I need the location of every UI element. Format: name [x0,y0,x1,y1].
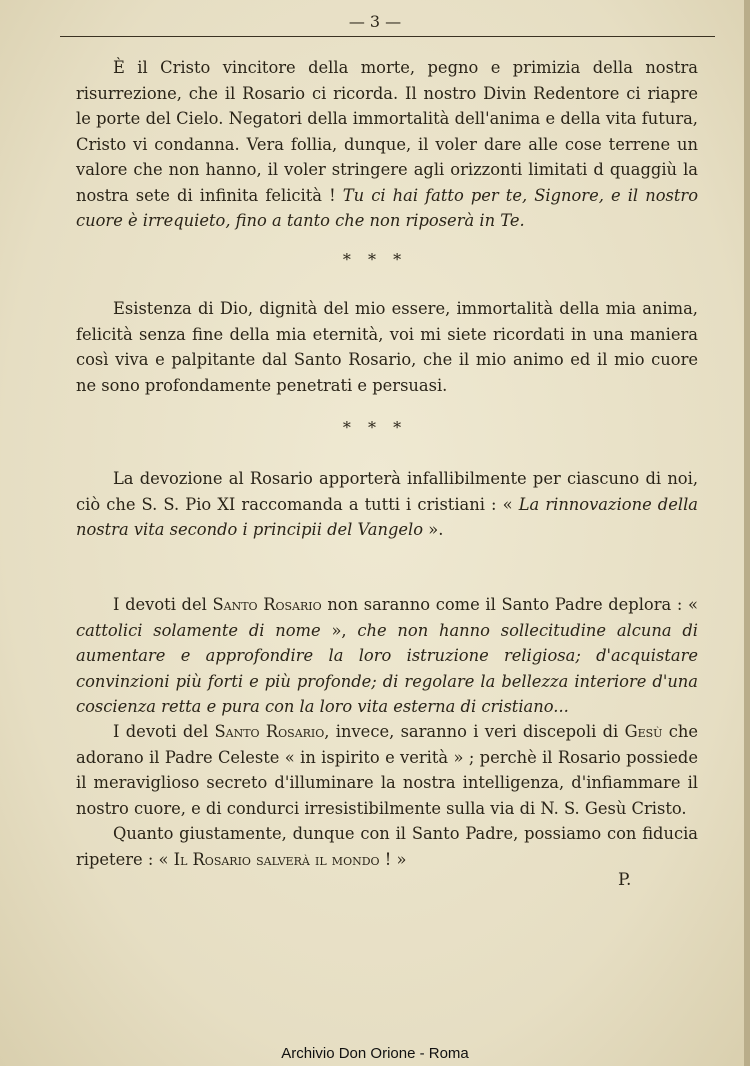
para6-text: Quanto giustamente, dunque con il Santo Padre, possiamo con fiducia ripetere : « [76,824,698,869]
para3-text: La devozione al Rosario apporterà infallibilmente per ciascuno di noi, ciò che S. S. Pio XI raccomanda a tutti i cristiani : « [76,469,698,514]
para1-line4: Vera follia, dunque, il voler dare alle cose terrene un valore che non hanno, [76,134,698,179]
archive-footer: Archivio Don Orione - Roma [281,1045,469,1062]
para1-line3: Negatori della immortalità dell'anima e della vita futura, Cristo vi condanna. [76,109,698,154]
para4-rosary: Santo Rosario [212,595,322,614]
paragraph-4 [76,592,698,720]
paragraph-6 [76,821,698,872]
paragraph-1 [76,55,698,234]
para1-line1: È il Cristo vincitore della morte, pegno e primizia della nostra risurrezione, [76,58,698,103]
para1-line5: il voler stringere agli orizzonti limitati d quaggiù la nostra sete di infinita felicità ! [76,160,698,205]
para5-pre: I devoti del [113,722,209,741]
para5-jesus: Gesù [624,722,663,741]
para6-slogan: Il Rosario salverà il mondo ! [173,849,392,869]
para3-close: ». [428,520,444,539]
para4-quote: cattolici solamente di nome [76,620,321,640]
signature: P. [618,870,632,890]
separator-1: * * * [342,250,408,269]
para4-pre: I devoti del [113,595,207,614]
para1-quote: Tu ci hai fatto per te, Signore, e il nostro cuore è irrequieto, fino a tanto che non riposerà in Te. [76,185,699,230]
header-rule [60,36,715,37]
paragraph-3 [76,466,698,543]
para4-mid2: », [331,620,347,640]
para5-rosary: Santo Rosario [214,722,325,741]
para1-line2: che il Rosario ci ricorda. Il nostro Divin Redentore ci riapre le porte del Cielo. [76,83,698,128]
page-edge [744,0,750,1066]
paragraph-2 [76,296,698,398]
para2-text: Esistenza di Dio, dignità del mio essere, immortalità della mia anima, felicità senza fine della mia eternità, voi mi siete ricordati in una maniera così viva e palpitante dal Santo Rosario, che il mio animo ed il mio cuore ne sono profondamente penetrati e persuasi. [76,299,698,395]
para5-rest: che adorano il Padre Celeste « in ispirito e verità » ; perchè il Rosario possiede il meraviglioso secreto d'illuminare la nostra intelligenza, d'infiammare il nostro cuore, e di condurci irresistibilmente sulla via di N. S. Gesù Cristo. [76,722,698,818]
para5-mid: , invece, saranno i veri discepoli di [324,722,619,741]
para4-quote2: che non hanno sollecitudine alcuna di aumentare e approfondire la loro istruzione religiosa; d'acquistare convinzioni più forti e più profonde; di regolare la bellezza interiore d'una coscienza retta e pura con la loro vita esterna di cristiano... [76,620,698,716]
paragraph-5 [76,719,698,821]
para3-quote: La rinnovazione della nostra vita secondo i principii del Vangelo [76,494,698,539]
para4-mid: non saranno come il Santo Padre deplora : « [327,595,698,614]
page-number: — 3 — [348,12,402,31]
para6-close: » [396,849,407,869]
separator-2: * * * [342,418,408,437]
